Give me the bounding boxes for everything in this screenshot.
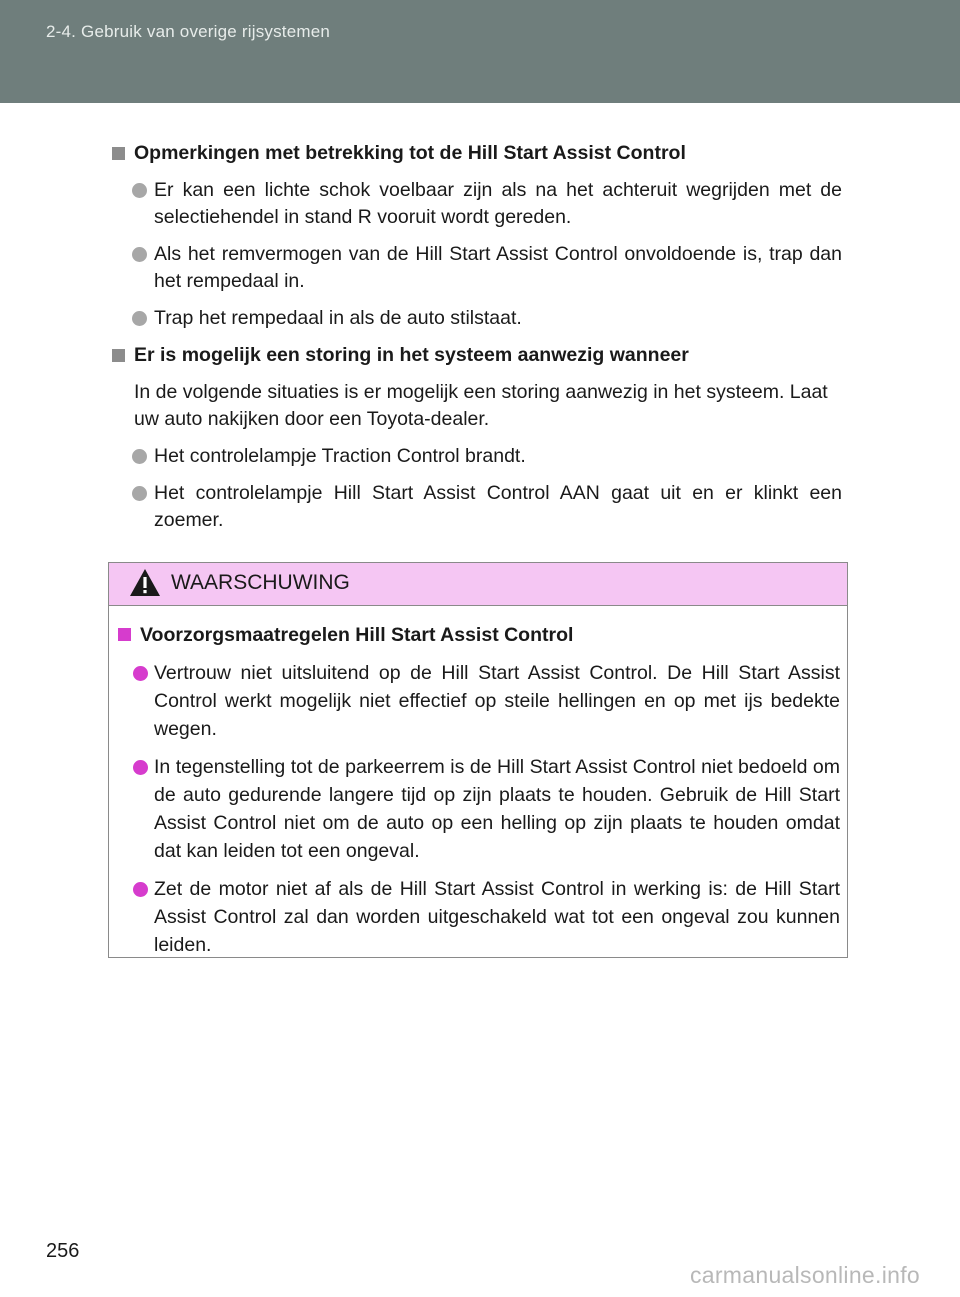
section-heading-hill-start-notes [112,140,842,167]
list-item [112,480,842,534]
section-intro-paragraph: In de volgende situaties is er mogelijk een storing aanwezig in het systeem. Laat uw auto nakijken door een Toyota-dealer. [134,381,828,430]
section-heading-text: Opmerkingen met betrekking tot de Hill Start Assist Control [134,142,686,164]
circle-bullet-icon [132,311,147,326]
list-item [112,241,842,295]
list-item-text: In tegenstelling tot de parkeerrem is de Hill Start Assist Control niet bedoeld om de auto gedurende langere tijd op zijn plaats te houden. Gebruik de Hill Start Assist Control niet om de auto op een helling op zijn plaats te houden omdat dat kan leiden tot een ongeval. [154,756,840,862]
warning-triangle-icon [129,568,161,597]
warning-heading-text: Voorzorgsmaatregelen Hill Start Assist Control [140,624,574,646]
circle-bullet-icon [133,666,148,681]
warning-box [108,562,848,958]
square-bullet-icon [118,628,131,641]
warning-header [109,563,847,606]
section-heading-malfunction [112,342,842,369]
square-bullet-icon [112,147,125,160]
list-item [112,305,842,332]
list-item [118,875,840,959]
circle-bullet-icon [133,882,148,897]
warning-title: WAARSCHUWING [171,571,350,594]
chapter-header-bar [0,0,960,103]
list-item-text: Zet de motor niet af als de Hill Start Assist Control in werking is: de Hill Start Assist Control zal dan worden uitgeschakeld wat tot een ongeval zou kunnen leiden. [154,878,840,956]
list-item [112,177,842,231]
circle-bullet-icon [133,760,148,775]
list-item-text: Er kan een lichte schok voelbaar zijn als na het achteruit wegrijden met de selectiehendel in stand R vooruit wordt gereden. [154,179,842,228]
list-item-text: Het controlelampje Hill Start Assist Control AAN gaat uit en er klinkt een zoemer. [154,482,842,531]
chapter-title: 2-4. Gebruik van overige rijsystemen [46,22,331,41]
main-content [112,140,842,544]
warning-heading [118,621,840,649]
list-item-text: Trap het rempedaal in als de auto stilstaat. [154,307,522,329]
circle-bullet-icon [132,486,147,501]
list-item-text: Het controlelampje Traction Control brandt. [154,445,526,467]
square-bullet-icon [112,349,125,362]
circle-bullet-icon [132,449,147,464]
section-heading-text: Er is mogelijk een storing in het systeem aanwezig wanneer [134,344,689,366]
circle-bullet-icon [132,183,147,198]
list-item [118,753,840,865]
list-item-text: Als het remvermogen van de Hill Start Assist Control onvoldoende is, trap dan het rempedaal in. [154,243,842,292]
page-number: 256 [46,1240,80,1262]
watermark-text: carmanualsonline.info [689,1262,920,1288]
list-item [118,659,840,743]
circle-bullet-icon [132,247,147,262]
warning-body [118,621,840,969]
list-item [112,443,842,470]
list-item-text: Vertrouw niet uitsluitend op de Hill Start Assist Control. De Hill Start Assist Control werkt mogelijk niet effectief op steile hellingen en op met ijs bedekte wegen. [154,662,840,740]
